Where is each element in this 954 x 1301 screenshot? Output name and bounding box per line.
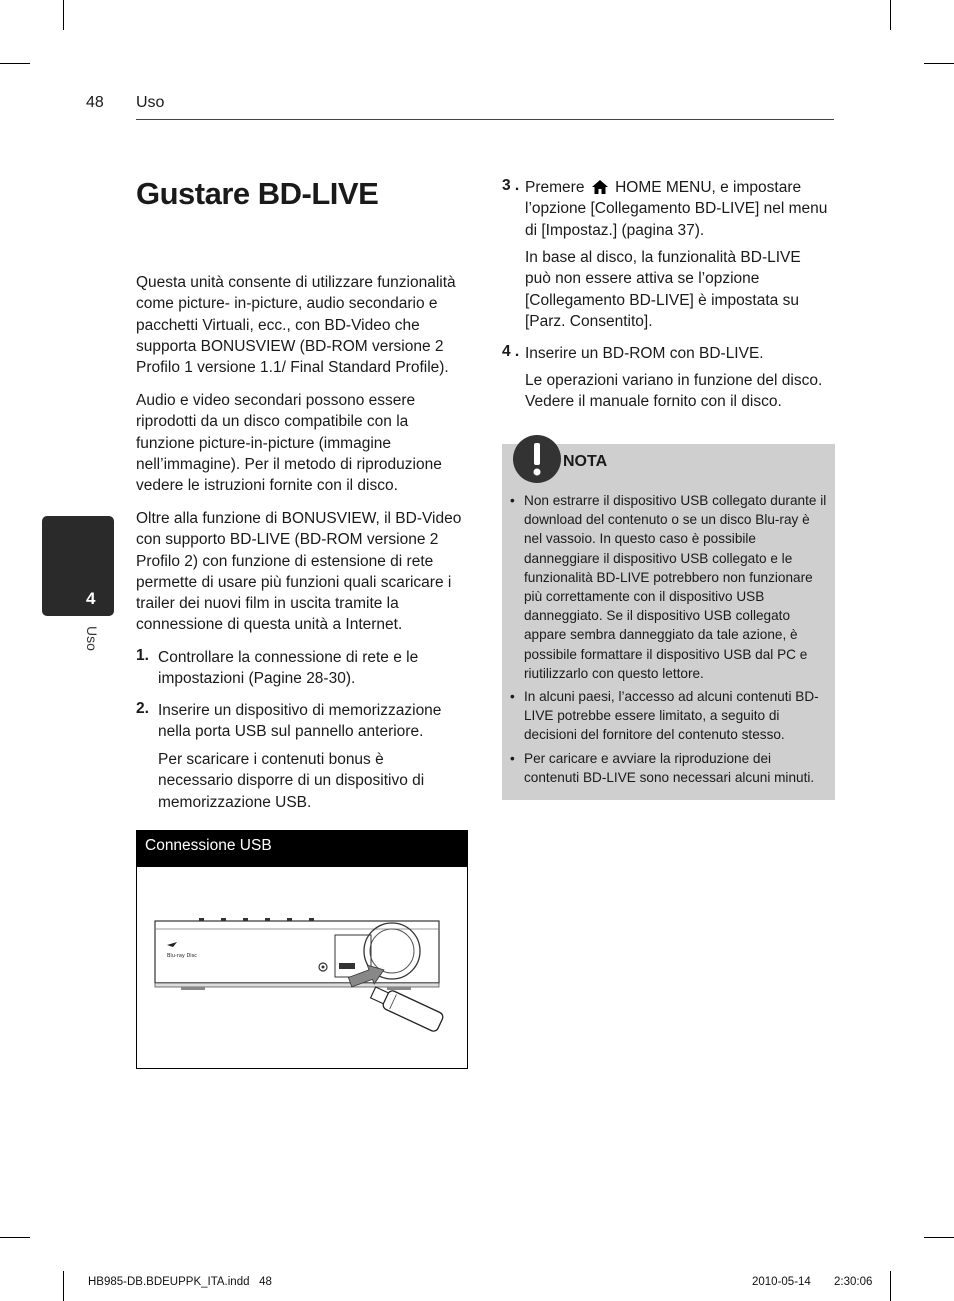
intro-paragraph-1: Questa unità consente di utilizzare funzionalità come picture- in-picture, audio secondario e pacchetti Virtuali, ecc., con BD-Video che supporta BONUSVIEW (BD-ROM versione 2 Profilo 1 versione 1.1/ Final Standard Profile). <box>136 274 456 377</box>
step-2-text: Inserire un dispositivo di memorizzazione nella porta USB sul pannello anteriore. <box>158 702 442 741</box>
step-4-note: Le operazioni variano in funzione del disco. Vedere il manuale fornito con il disco. <box>525 372 823 411</box>
step-3-note: In base al disco, la funzionalità BD-LIVE può non essere attiva se l’opzione [Collegamento BD-LIVE] è impostata su [Parz. Consentito]. <box>525 249 801 330</box>
crop-mark <box>890 0 891 30</box>
crop-mark <box>924 63 954 64</box>
footer-time: 2:30:06 <box>834 1276 873 1288</box>
step-4-text: Inserire un BD-ROM con BD-LIVE. <box>525 345 764 362</box>
page-number: 48 <box>86 94 104 111</box>
section-name: Uso <box>136 94 165 111</box>
step-2-note: Per scaricare i contenuti bonus è necessario disporre di un dispositivo di memorizzazione USB. <box>158 751 425 811</box>
crop-mark <box>890 1271 891 1301</box>
note-box <box>502 444 835 800</box>
note-title: NOTA <box>563 453 608 470</box>
step-3-number: 3 . <box>502 177 520 194</box>
chapter-tab-label: Uso <box>84 626 100 651</box>
note-item: • Non estrarre il dispositivo USB collegato durante il download del contenuto o se un disco Blu-ray è nel vassoio. In questo caso è possibile danneggiare il dispositivo USB collegato e le funzionalità BD-LIVE potrebbero non funzionare più correttamente con il dispositivo USB danneggiato. Se il dispositivo USB collegato appare sembra danneggiato da tale azione, è possibile formattare il dispositivo USB dal PC e riutilizzarlo con questo lettore. <box>510 491 828 683</box>
step-4-number: 4 . <box>502 343 520 360</box>
crop-mark <box>63 1271 64 1301</box>
warning-exclamation-icon <box>512 434 562 484</box>
step-1-number: 1. <box>136 647 149 664</box>
intro-paragraph-3: Oltre alla funzione di BONUSVIEW, il BD-Video con supporto BD-LIVE (BD-ROM versione 2 Profilo 2) con funzione di estensione di rete permette di usare più funzioni quali scaricare i trailer dei nuovi film in uscita tramite la connessione di questa unità a Internet. <box>136 510 462 634</box>
note-item: • Per caricare e avviare la riproduzione dei contenuti BD-LIVE sono necessari alcuni minuti. <box>510 749 828 787</box>
footer-file: HB985-DB.BDEUPPK_ITA.indd 48 <box>88 1276 272 1288</box>
usb-figure-heading: Connessione USB <box>137 831 467 867</box>
chapter-tab <box>42 516 114 616</box>
usb-connection-figure <box>136 830 468 1069</box>
footer-date: 2010-05-14 <box>752 1276 811 1288</box>
note-list <box>510 491 828 791</box>
player-usb-illustration <box>151 909 453 1041</box>
chapter-tab-number: 4 <box>86 589 96 608</box>
crop-mark <box>924 1237 954 1238</box>
crop-mark <box>0 1237 30 1238</box>
step-3-text <box>525 177 835 241</box>
home-icon <box>591 179 609 195</box>
step-3-text-after: HOME MENU, e impostare l’opzione [Collegamento BD-LIVE] nel menu di [Impostaz.] (pagina 37). <box>525 179 828 239</box>
step-2-number: 2. <box>136 700 149 717</box>
crop-mark <box>0 63 30 64</box>
step-3-text-before: Premere <box>525 179 585 196</box>
intro-paragraph-2: Audio e video secondari possono essere riprodotti da un disco compatibile con la funzione picture-in-picture (immagine nell’immagine). Per il metodo di riproduzione vedere le istruzioni fornite con il disco. <box>136 392 442 495</box>
header-rule <box>136 119 834 120</box>
crop-mark <box>63 0 64 30</box>
step-1-text: Controllare la connessione di rete e le impostazioni (Pagine 28-30). <box>158 649 419 688</box>
page-title: Gustare BD-LIVE <box>136 176 379 211</box>
note-item: • In alcuni paesi, l’accesso ad alcuni contenuti BD-LIVE potrebbe essere limitato, a seguito di decisioni del fornitore del contenuto stesso. <box>510 687 828 745</box>
svg-text:Blu-ray Disc: Blu-ray Disc <box>167 953 198 959</box>
